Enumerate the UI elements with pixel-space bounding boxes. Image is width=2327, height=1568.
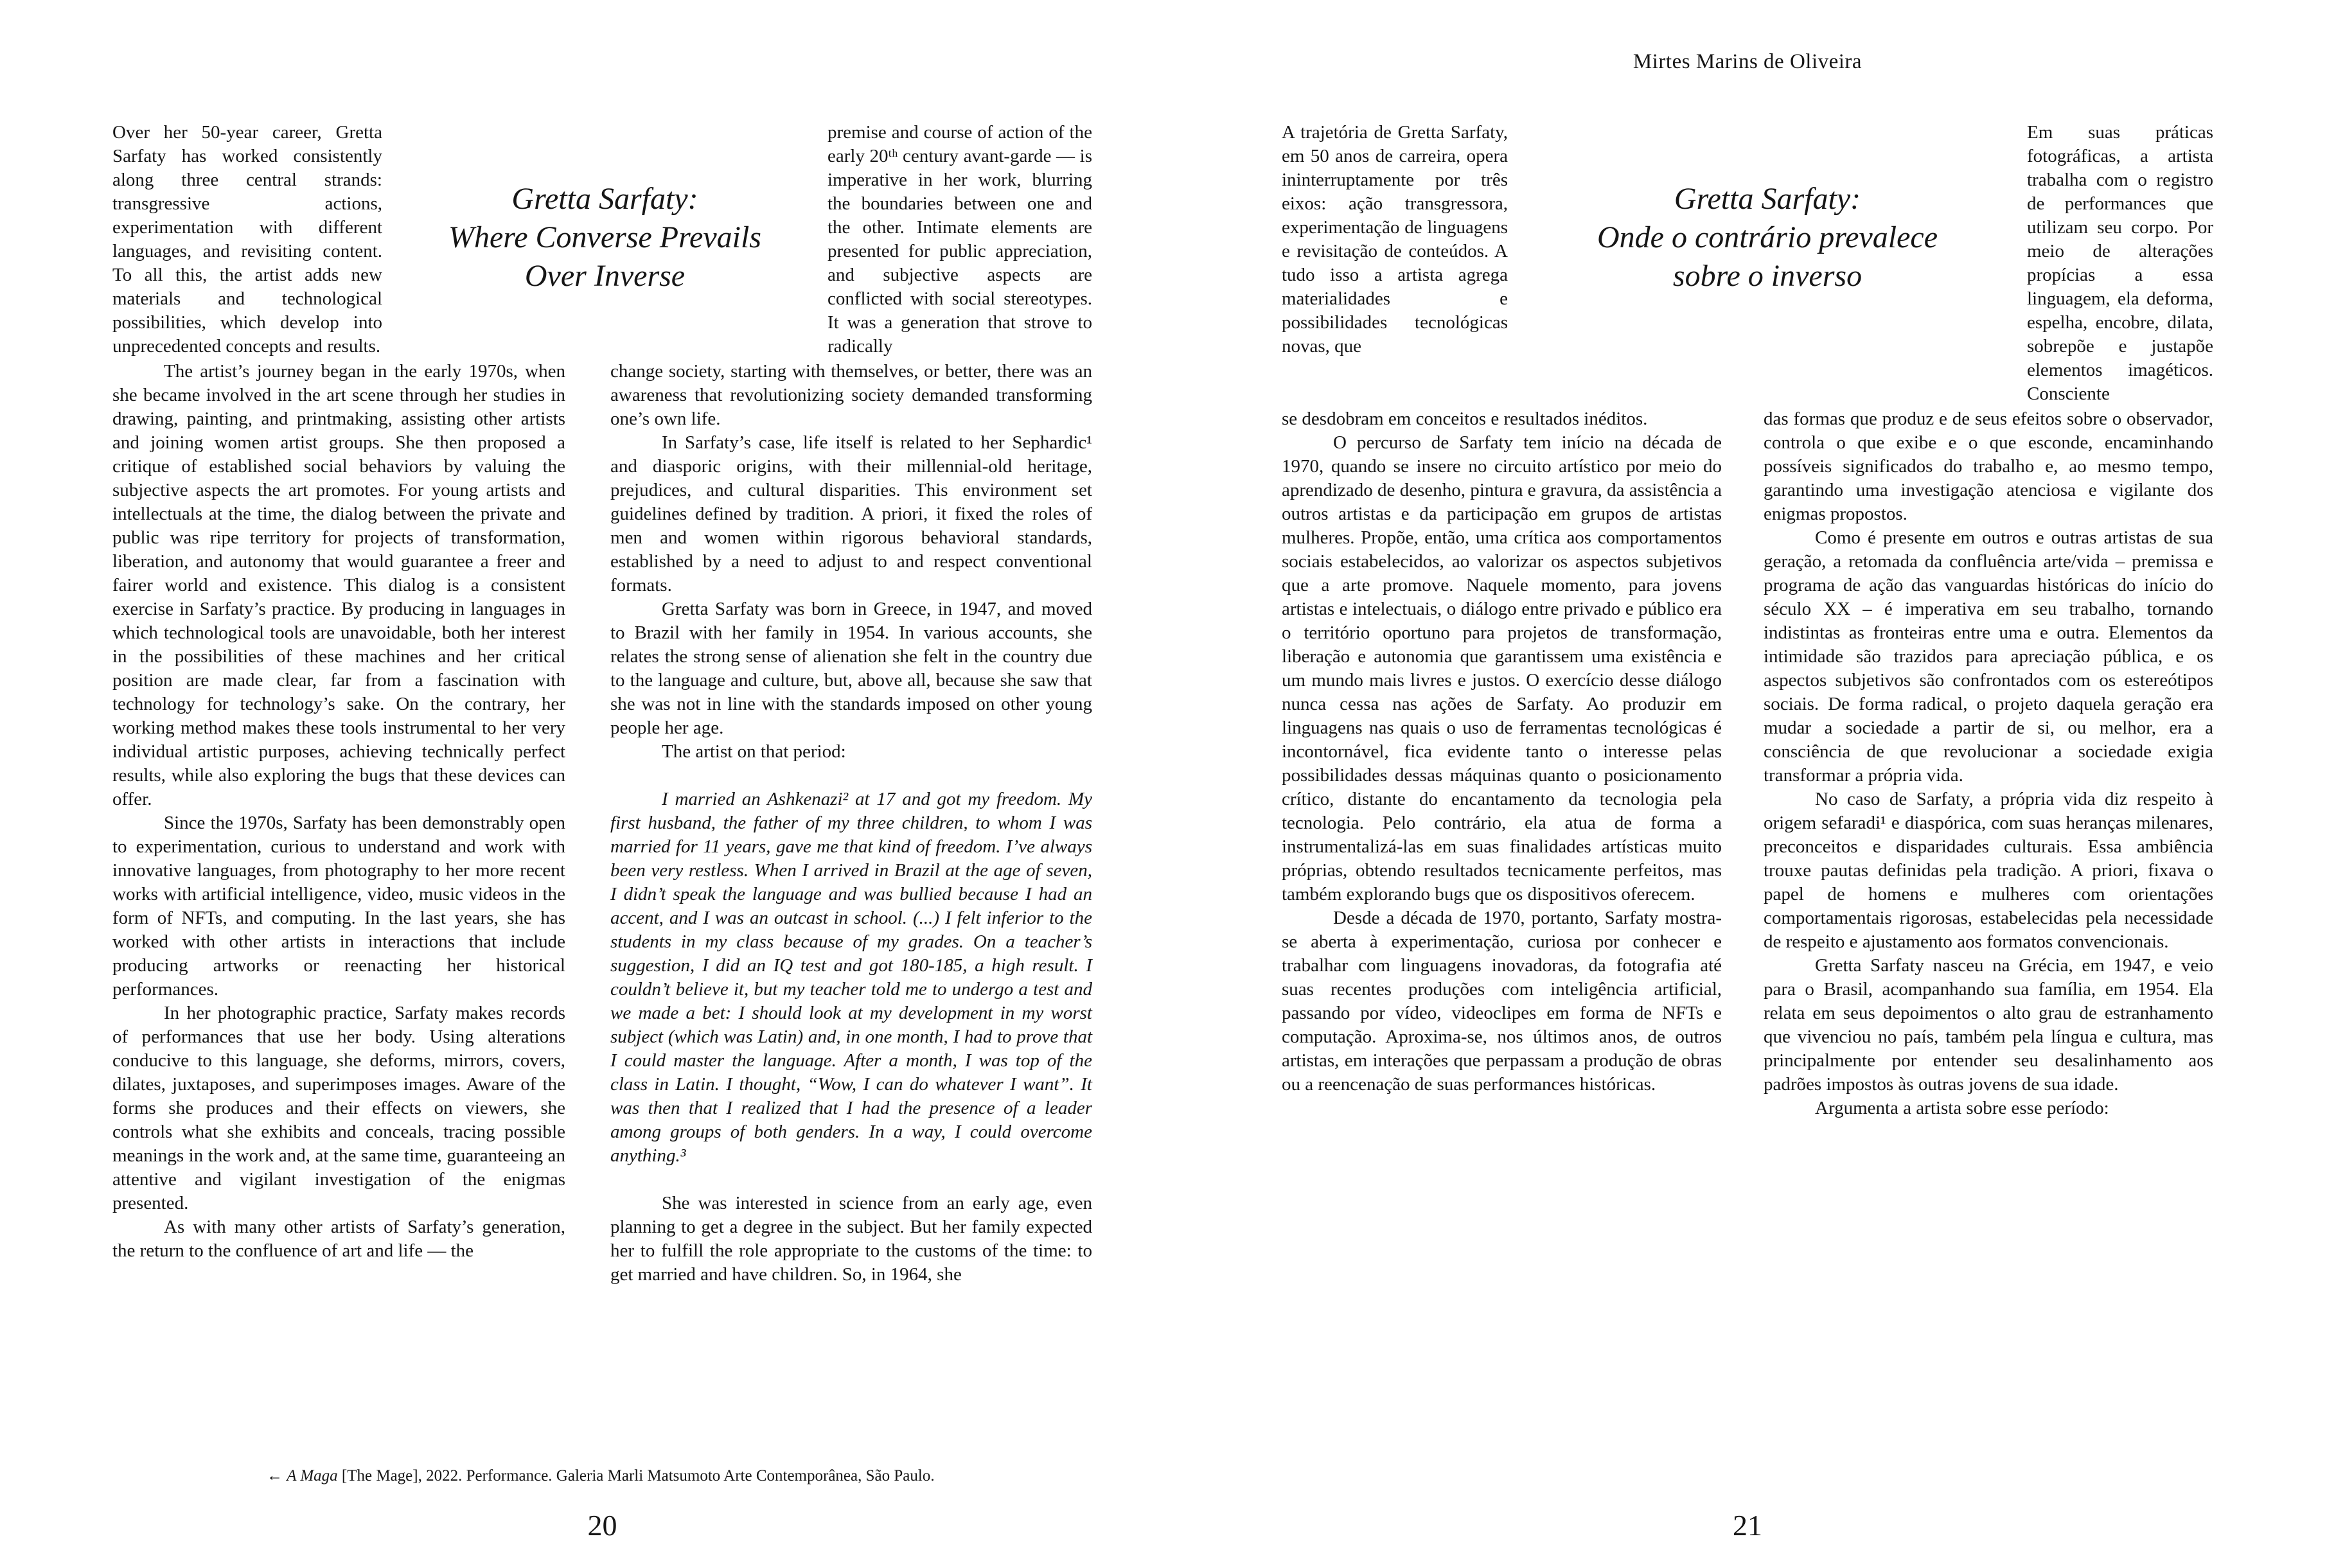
title-line-3: sobre o inverso	[1672, 259, 1862, 293]
paragraph: O percurso de Sarfaty tem início na década de 1970, quando se insere no circuito artístico por meio do aprendizado de desenho, pintura e gravura, da assistência a outros artistas e da participação em grupos de artistas mulheres. Propõe, então, uma crítica aos comportamentos sociais estabelecidos, ao valorizar os aspectos subjetivos que a arte promove. Naquele momento, para jovens artistas e intelectuais, o diálogo entre privado e público era o território oportuno para projetos de transformação, liberação e autonomia que garantissem uma existência e um mundo mais livres e justos. O exercício desse diálogo nunca cessa nas ações de Sarfaty. Ao produzir em linguagens nas quais o uso de ferramentas tecnológicas é incontornável, fica evidente tanto o interesse pelas possibilidades dessas máquinas quanto o posicionamento crítico, distante do encantamento da tecnologia pela tecnologia. Pelo contrário, ela atua de forma a instrumentalizá-las em suas finalidades artísticas muito próprias, obtendo resultados tecnicamente perfeitos, mas também explorando bugs que os dispositivos oferecem.	[1282, 432, 1722, 904]
paragraph: Gretta Sarfaty was born in Greece, in 1947, and moved to Brazil with her family in 1954. In various accounts, she relates the strong sense of alienation she felt in the country due to the language and culture, but, above all, because she saw that she was not in line with the standards imposed on other young people her age.	[610, 599, 1092, 738]
continuation-column-en: premise and course of action of the early 20ᵗʰ century avant-garde — is imperative in her work, blurring the boundaries between one and the other. Intimate elements are presented for public appreciation, and subjective aspects are conflicted with social stereotypes. It was a generation that strove to radically	[827, 122, 1092, 357]
paragraph: Gretta Sarfaty nasceu na Grécia, em 1947, e veio para o Brasil, acompanhando sua família, em 1954. Ela relata em seus depoimentos o alto grau de estranhamento que vivenciou no país, também pela língua e cultura, mas principalmente por entender seu desalinhamento aos padrões impostos às outras jovens de sua idade.	[1764, 955, 2213, 1095]
article-title-pt	[1553, 180, 1982, 406]
page-left-main-body	[112, 360, 1092, 1287]
artwork-caption	[267, 1466, 973, 1486]
page-left-top-section	[112, 121, 1092, 358]
caption-text: [The Mage], 2022. Performance. Galeria Marli Matsumoto Arte Contemporânea, São Paulo.	[337, 1467, 935, 1484]
paragraph: She was interested in science from an early age, even planning to get a degree in the subject. But her family expected her to fulfill the role appropriate to the customs of the time: to get married and have children. So, in 1964, she	[610, 1193, 1092, 1285]
page-number-left: 20	[587, 1509, 617, 1542]
paragraph: The artist on that period:	[662, 741, 846, 762]
page-number-right: 21	[1733, 1509, 1762, 1542]
paragraph: Argumenta a artista sobre esse período:	[1815, 1098, 2109, 1118]
title-line-1: Gretta Sarfaty:	[511, 182, 698, 216]
body-column-1-pt	[1282, 407, 1722, 1120]
body-column-2-pt	[1764, 407, 2213, 1120]
body-column-1-en	[112, 360, 565, 1287]
title-line-2: Onde o contrário prevalece	[1597, 220, 1938, 254]
paragraph: In Sarfaty’s case, life itself is related to her Sephardic¹ and diasporic origins, with their millennial-old heritage, prejudices, and cultural disparities. This environment set guidelines defined by tradition. A priori, it fixed the roles of men and women within rigorous behavioral standards, established by a need to adjust to and respect conventional formats.	[610, 432, 1092, 595]
paragraph: Como é presente em outros e outras artistas de sua geração, a retomada da confluência arte/vida – premissa e programa de ação das vanguardas históricas do início do século XX – é imperativa em seu trabalho, tornando indistintas as fronteiras entre uma e outra. Elementos da intimidade são trazidos para apreciação pública, e os aspectos subjetivos são confrontados com os estereótipos sociais. De forma radical, o projeto daquela geração era mudar a sociedade a partir de si, ou melhor, era a consciência de que revolucionar a sociedade exigia transformar a própria vida.	[1764, 527, 2213, 786]
artwork-title: A Maga	[287, 1467, 338, 1484]
paragraph: das formas que produz e de seus efeitos sobre o observador, controla o que exibe e o que esconde, encaminhando possíveis significados do trabalho e, ao mesmo tempo, garantindo uma investigação atenciosa e vigilante dos enigmas propostos.	[1764, 409, 2213, 524]
page-left	[112, 121, 1092, 1287]
title-line-3: Over Inverse	[524, 259, 686, 293]
quote-block-en: I married an Ashkenazi² at 17 and got my freedom. My first husband, the father of my three children, to whom I was married for 11 years, gave me that kind of freedom. I’ve always been very restless. When I arrived in Brazil at the age of seven, I didn’t speak the language and was bullied because I had an accent, and I was an outcast in school. (...) I felt inferior to the students in my class because of my grades. On a teacher’s suggestion, I did an IQ test and got 180-185, a high result. I couldn’t believe it, but my teacher told me to undergo a test and we made a bet: I should look at my development in my worst subject (which was Latin) and, in one month, I had to prove that I could master the language. After a month, I was top of the class in Latin. I thought, “Wow, I can do whatever I want”. It was then that I realized that I had the presence of a leader among groups of both genders. In a way, I could overcome anything.³	[610, 789, 1092, 1166]
title-line-2: Where Converse Prevails	[448, 220, 761, 254]
intro-column-pt: A trajetória de Gretta Sarfaty, em 50 anos de carreira, opera ininterruptamente por três eixos: ação transgressora, experimentação de linguagens e revisitação de conteúdos. A tudo isso a artista agrega materialidades e possibilidades tecnológicas novas, que	[1282, 122, 1508, 357]
caption-arrow-icon: ←	[267, 1467, 283, 1484]
intro-column-en: Over her 50-year career, Gretta Sarfaty has worked consistently along three central strands: transgressive actions, experimentation with different languages, and revisiting content. To all this, the artist adds new materials and technological possibilities, which develop into unprecedented concepts and results.	[112, 122, 382, 357]
paragraph: change society, starting with themselves, or better, there was an awareness that revolutionizing society demanded transforming one’s own life.	[610, 361, 1092, 429]
paragraph: Desde a década de 1970, portanto, Sarfaty mostra-se aberta à experimentação, curiosa por conhecer e trabalhar com linguagens inovadoras, da fotografia até suas recentes produções com inteligência artificial, passando por vídeo, videoclipes em forma de NFTs e computação. Aproxima-se, nos últimos anos, de outros artistas, em interações que perpassam a produção de obras ou a reencenação de suas performances históricas.	[1282, 908, 1722, 1095]
paragraph: se desdobram em conceitos e resultados inéditos.	[1282, 409, 1648, 429]
body-column-2-en	[610, 360, 1092, 1287]
page-right	[1282, 121, 2213, 1120]
paragraph: As with many other artists of Sarfaty’s generation, the return to the confluence of art and life — the	[112, 1217, 565, 1261]
page-right-top-section	[1282, 121, 2213, 406]
paragraph: Since the 1970s, Sarfaty has been demonstrably open to experimentation, curious to understand and work with innovative languages, from photography to her more recent works with artificial intelligence, video, music videos in the form of NFTs, and computing. In the last years, she has worked with other artists in interactions that include producing artworks or reenacting her historical performances.	[112, 813, 565, 1000]
article-title-en	[412, 180, 798, 358]
page-right-main-body	[1282, 407, 2213, 1120]
paragraph: In her photographic practice, Sarfaty makes records of performances that use her body. Using alterations conducive to this language, she deforms, mirrors, covers, dilates, juxtaposes, and superimposes images. Aware of the forms she produces and their effects on viewers, she controls what she exhibits and conceals, tracing possible meanings in the work and, at the same time, guaranteeing an attentive and vigilant investigation of the enigmas presented.	[112, 1003, 565, 1213]
running-head: Mirtes Marins de Oliveira	[1632, 50, 1862, 73]
continuation-column-pt: Em suas práticas fotográficas, a artista trabalha com o registro de performances que utilizam seu corpo. Por meio de alterações propícias a essa linguagem, ela deforma, espelha, encobre, dilata, sobrepõe e justapõe elementos imagéticos. Consciente	[2027, 122, 2213, 404]
paragraph: No caso de Sarfaty, a própria vida diz respeito à origem sefaradi¹ e diaspórica, com suas heranças milenares, preconceitos e disparidades culturais. Essa ambiência trouxe pautas definidas pela tradição. A priori, fixava o papel de homens e mulheres com orientações comportamentais rigorosas, estabelecidas pela necessidade de respeito e ajustamento aos formatos convencionais.	[1764, 789, 2213, 952]
paragraph: The artist’s journey began in the early 1970s, when she became involved in the art scene through her studies in drawing, painting, and printmaking, assisting other artists and joining women artist groups. She then proposed a critique of established social behaviors by valuing the subjective aspects the art promotes. For young artists and intellectuals at the time, the dialog between the private and public was ripe territory for projects of transformation, liberation, and autonomy that would guarantee a freer and fairer world and existence. This dialog is a consistent exercise in Sarfaty’s practice. By producing in languages in which technological tools are unavoidable, both her interest in the possibilities of these machines and her critical position are made clear, far from a fascination with technology for technology’s sake. On the contrary, her working method makes these tools instrumental to her very individual artistic purposes, achieving technically perfect results, while also exploring the bugs that these devices can offer.	[112, 361, 565, 809]
title-line-1: Gretta Sarfaty:	[1674, 182, 1861, 216]
